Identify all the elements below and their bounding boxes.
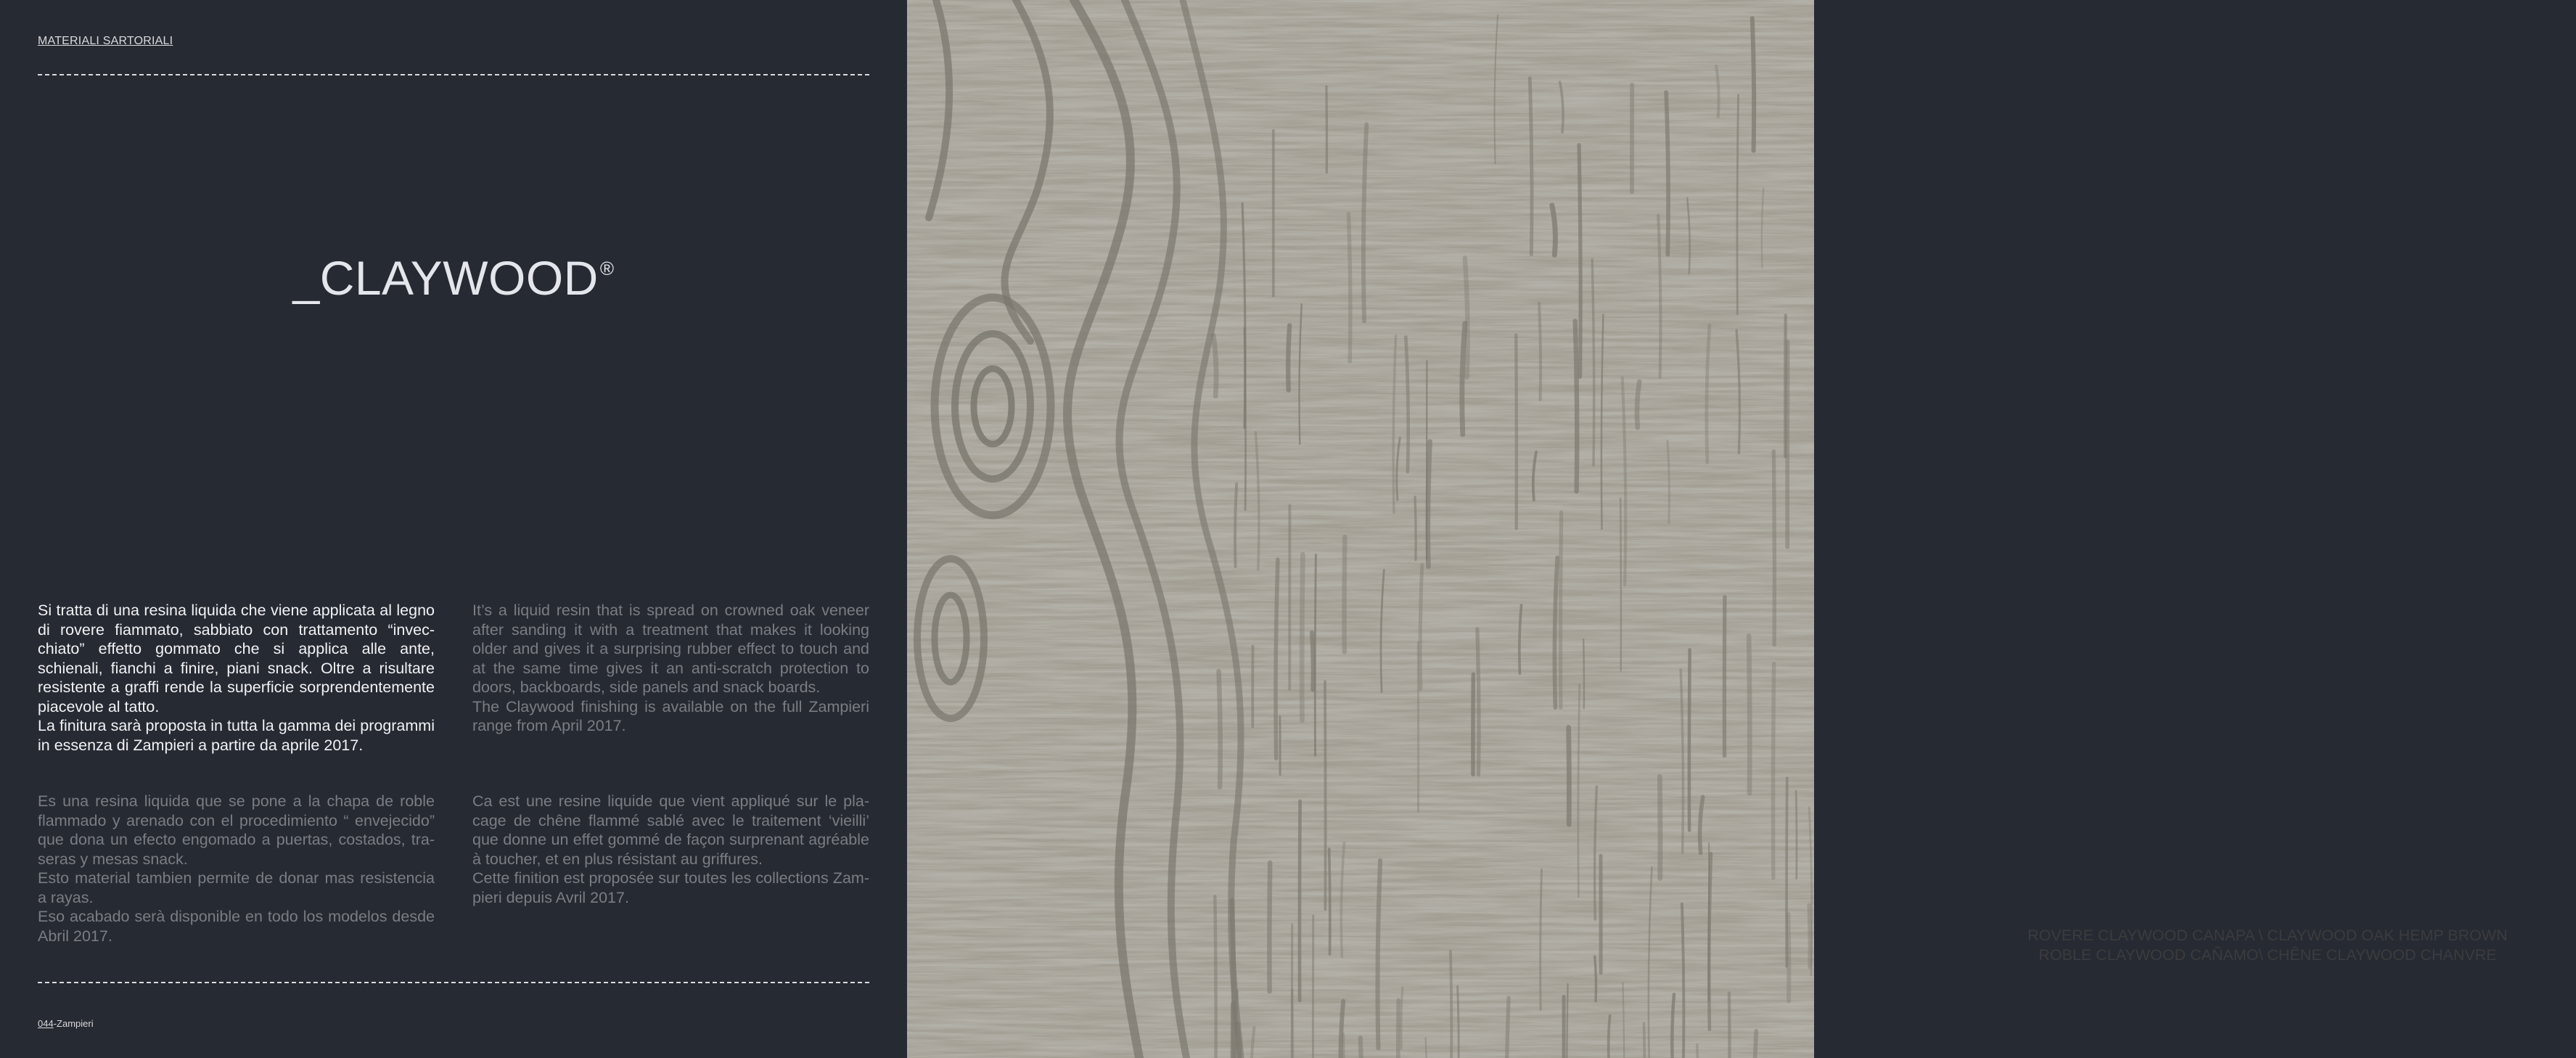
italian-paragraph: Si tratta di una resina liquida che viene applicata al legno di rovere fiammato, sabbiato con trattamento “invec-chiato” effetto gommato che si applica alle ante, schienali, fianchi a finire, piani snack. Oltre a risultare resistente a graffi rende la superficie sorprendentemente piacevole al tatto. <box>38 602 435 715</box>
wood-grain-streak <box>1583 639 1584 708</box>
spanish-paragraph: Eso acabado serà disponible en todo los modelos desde Abril 2017. <box>38 908 435 945</box>
wood-grain-streak <box>1276 559 1278 758</box>
spanish-paragraph: Esto material tambien permite de donar mas resistencia a rayas. <box>38 869 435 906</box>
finish-caption <box>1959 926 2576 964</box>
wood-grain-streak <box>1401 988 1403 1049</box>
text-panel <box>0 0 907 1058</box>
bottom-divider <box>38 982 869 983</box>
wood-grain-streak <box>1666 92 1668 255</box>
wood-grain-streak <box>1773 451 1774 645</box>
wood-grain-streak <box>1539 303 1541 400</box>
english-paragraph: The Claywood finishing is available on the full Zampieri range from April 2017. <box>472 697 869 734</box>
page-footer <box>38 1018 94 1029</box>
wood-grain-streak <box>1560 512 1561 708</box>
french-paragraph: Ca est une resine liquide que vient appliqué sur le pla-cage de chêne flammé sablé avec le traitement ‘vieilli’ que donne un effet gommé de façon surprenant agréable à toucher, et en plus résistant au griffures. <box>472 792 869 868</box>
wood-grain-streak <box>1595 956 1596 1001</box>
wood-grain-streak <box>1269 863 1270 991</box>
wood-grain-streak <box>1637 382 1639 427</box>
wood-grain-streak <box>1749 636 1750 793</box>
product-title-text: _CLAYWOOD <box>292 251 599 305</box>
wood-grain-streak <box>1420 565 1422 689</box>
spanish-paragraph: Es una resina liquida que se pone a la chapa de roble flammado y arenado con el procedimiento “ envejecido” que dona un efecto engomado a puertas, costados, tra-seras y mesas snack. <box>38 792 435 868</box>
wood-grain-streak <box>1477 629 1479 775</box>
wood-grain-streak <box>1737 95 1739 314</box>
wood-grain-streak <box>1349 213 1350 361</box>
wood-grain-streak <box>1378 861 1381 1049</box>
wood-grain-streak <box>1361 1038 1363 1058</box>
wood-grain-streak <box>1689 649 1690 830</box>
wood-grain-streak <box>1569 727 1570 824</box>
wood-grain-streak <box>1773 664 1774 878</box>
wood-grain-streak <box>1788 914 1789 1001</box>
brand-name: -Zampieri <box>53 1018 94 1029</box>
page-number[interactable]: 044 <box>38 1018 54 1029</box>
wood-grain-streak <box>1315 554 1316 755</box>
wood-grain-streak <box>1302 554 1303 720</box>
wood-grain-streak <box>1541 869 1542 1010</box>
wood-grain-streak <box>1312 633 1313 690</box>
wood-grain-streak <box>1579 145 1580 377</box>
registered-mark: ® <box>599 258 615 279</box>
description-italian <box>38 601 435 755</box>
english-paragraph: It’s a liquid resin that is spread on crowned oak veneer after sanding it with a treatment that makes it looking older and gives it a surprising rubber effect to touch and at the same time gives it an anti-scratch protection to doors, backboards, side panels and snack boards. <box>472 602 869 696</box>
wood-grain-streak <box>1415 497 1416 560</box>
wood-grain-streak <box>1575 321 1578 491</box>
wood-grain-streak <box>1620 499 1621 671</box>
description-english <box>472 601 869 736</box>
wood-grain-streak <box>1796 791 1797 879</box>
caption-line: ROVERE CLAYWOOD CANAPA \ CLAYWOOD OAK HEMP BROWN <box>2027 927 2508 944</box>
wood-grain-streak <box>1232 1004 1233 1058</box>
wood-grain-streak <box>1609 1016 1610 1058</box>
wood-grain-streak <box>1530 78 1532 255</box>
wood-sample-image <box>907 0 2508 1058</box>
wood-grain-streak <box>1219 671 1221 787</box>
wood-grain-streak <box>1329 849 1330 954</box>
product-title <box>0 250 907 305</box>
wood-grain-streak <box>1458 986 1459 1058</box>
section-label[interactable]: MATERIALI SARTORIALI <box>38 35 173 47</box>
wood-grain-streak <box>1244 328 1246 510</box>
wood-grain-streak <box>1809 906 1810 967</box>
italian-paragraph: La finitura sarà proposta in tutta la gamma dei programmi in essenza di Zampieri a partire da aprile 2017. <box>38 717 435 754</box>
wood-grain-streak <box>1235 484 1236 567</box>
wood-grain-streak <box>1288 326 1289 390</box>
wood-grain-streak <box>1506 998 1509 1058</box>
wood-grain-streak <box>1644 1023 1645 1058</box>
wood-grain-streak <box>1325 681 1326 909</box>
wood-grain-streak <box>1752 18 1754 151</box>
wood-grain-streak <box>1428 441 1430 566</box>
wood-grain-texture <box>907 0 1814 1058</box>
description-french <box>472 792 869 907</box>
wood-grain-streak <box>1516 335 1517 528</box>
wood-grain-streak <box>1343 1034 1345 1058</box>
wood-grain-streak <box>1465 258 1468 377</box>
caption-line: ROBLE CLAYWOOD CAÑAMO\ CHÊNE CLAYWOOD CHANVRE <box>2038 946 2497 964</box>
french-paragraph: Cette finition est proposée sur toutes les collections Zam-pieri depuis Avril 2017. <box>472 869 869 906</box>
wood-grain-streak <box>1462 324 1465 435</box>
wood-grain-streak <box>1729 993 1730 1058</box>
wood-grain-streak <box>1213 335 1216 396</box>
top-divider <box>38 74 869 75</box>
description-spanish <box>38 792 435 946</box>
